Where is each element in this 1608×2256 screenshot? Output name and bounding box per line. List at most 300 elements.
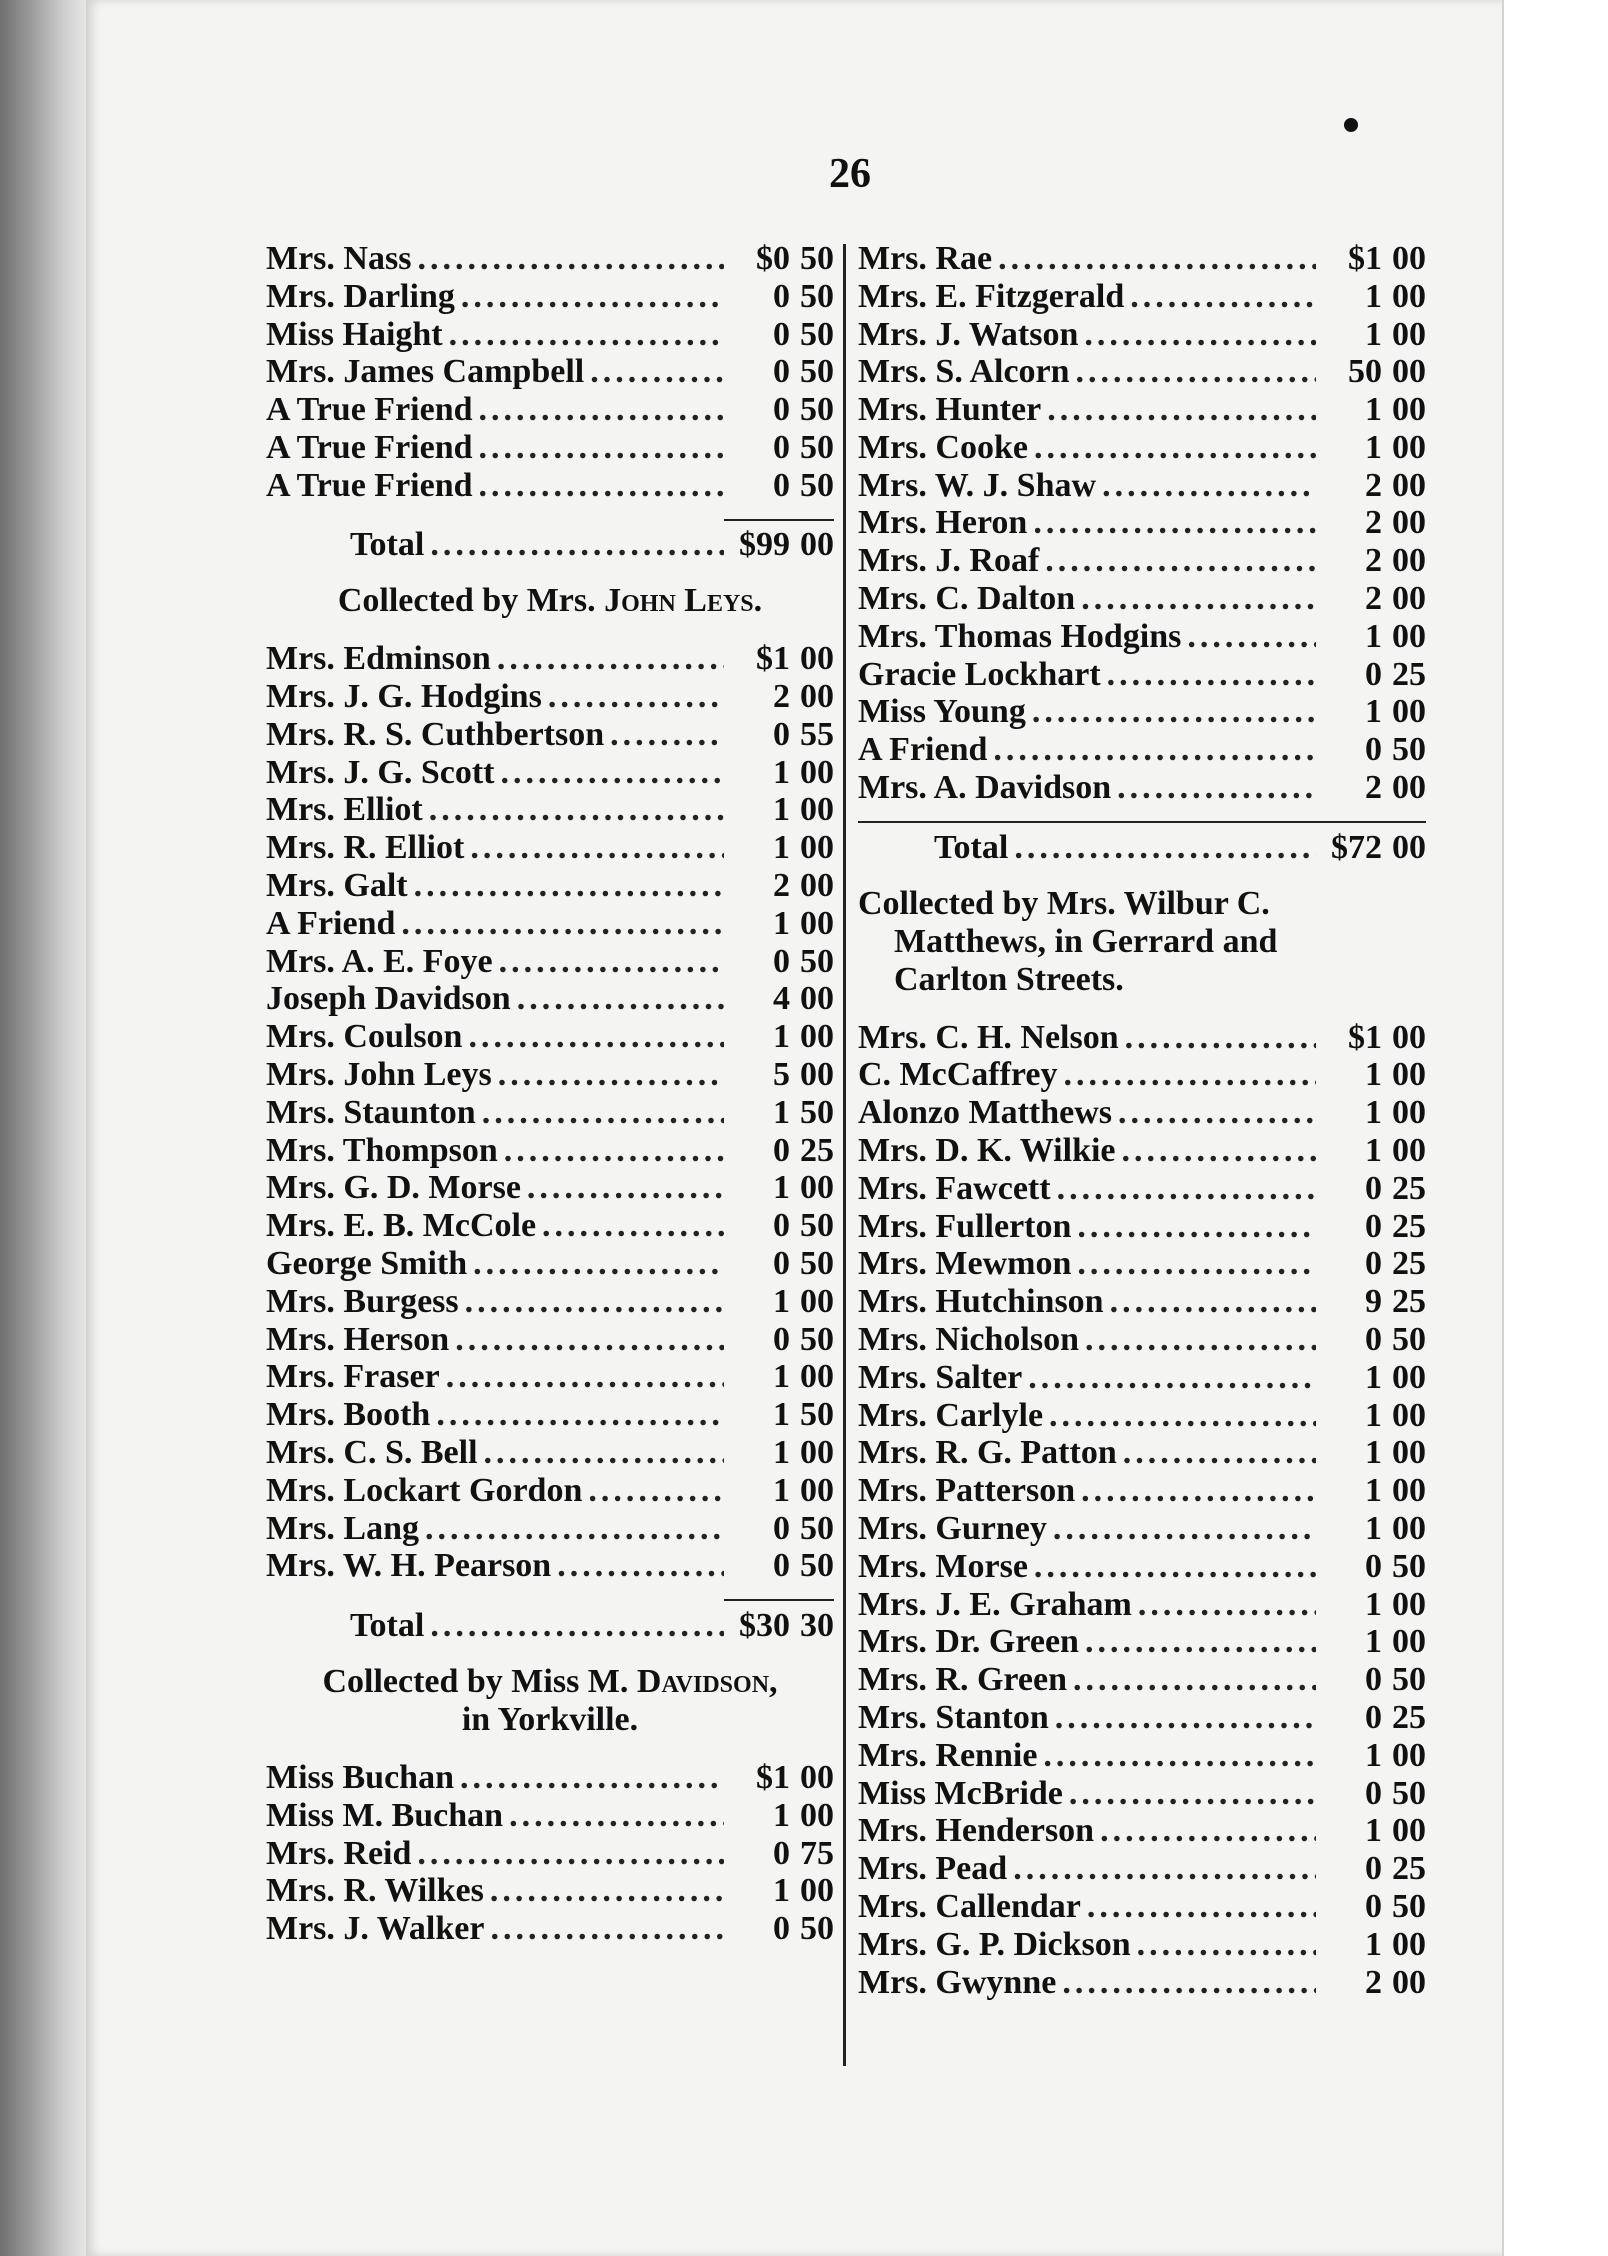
leader-dots xyxy=(509,1797,724,1835)
amount-cents: 00 xyxy=(800,1169,834,1207)
left-column xyxy=(266,240,834,1948)
amount-cents: 00 xyxy=(1392,277,1426,315)
amount-cents: 00 xyxy=(1392,1018,1426,1056)
amount xyxy=(730,1910,834,1948)
leader-dots xyxy=(429,791,724,829)
amount-dollars: 1 xyxy=(773,1471,790,1509)
leader-dots xyxy=(484,1434,724,1472)
ledger-row xyxy=(858,1246,1426,1284)
donor-name: Mrs. John Leys xyxy=(266,1056,492,1094)
right-entries-a xyxy=(858,240,1426,807)
donor-name: A Friend xyxy=(858,731,988,769)
ledger-row xyxy=(858,1283,1426,1321)
amount-cents: 00 xyxy=(1392,1358,1426,1396)
total-label: Total xyxy=(934,828,1009,866)
amount xyxy=(1322,1888,1426,1926)
amount-cents: 00 xyxy=(1392,617,1426,655)
donor-name: Mrs. W. H. Pearson xyxy=(266,1547,552,1585)
amount-dollars: 4 xyxy=(773,980,790,1018)
amount xyxy=(1322,1775,1426,1813)
amount-cents: 25 xyxy=(1392,655,1426,693)
amount xyxy=(730,1396,834,1434)
donor-name: Mrs. Gurney xyxy=(858,1510,1047,1548)
amount-cents: 00 xyxy=(800,980,834,1018)
amount-cents: 50 xyxy=(1392,1887,1426,1925)
amount xyxy=(730,1056,834,1094)
left-heading-b: Collected by Mrs. John Leys. xyxy=(337,582,763,620)
amount-cents: 00 xyxy=(1392,580,1426,618)
leader-dots xyxy=(1033,504,1316,542)
amount-dollars: 1 xyxy=(773,1796,790,1834)
amount-dollars: 2 xyxy=(1365,769,1382,807)
right-total-a xyxy=(858,829,1426,867)
donor-name: Mrs. Darling xyxy=(266,277,455,315)
ledger-row xyxy=(858,1661,1426,1699)
left-entries-a xyxy=(266,240,834,505)
donor-name: Mrs. James Campbell xyxy=(266,353,585,391)
amount-dollars: 1 xyxy=(1365,1925,1382,1963)
amount-cents: 25 xyxy=(1392,1207,1426,1245)
ledger-row xyxy=(858,278,1426,316)
amount xyxy=(1322,353,1426,391)
leader-dots xyxy=(455,1321,724,1359)
amount-cents: 50 xyxy=(1392,1547,1426,1585)
amount-cents: 00 xyxy=(800,753,834,791)
donor-name: Mrs. Fraser xyxy=(266,1358,440,1396)
amount xyxy=(1322,1132,1426,1170)
amount-dollars: 0 xyxy=(1365,1207,1382,1245)
amount-dollars: 5 xyxy=(773,1056,790,1094)
amount-dollars: 1 xyxy=(1365,1434,1382,1472)
amount-cents: 50 xyxy=(800,353,834,391)
ledger-row xyxy=(266,1321,834,1359)
ledger-row xyxy=(266,1872,834,1910)
amount-dollars: 2 xyxy=(1365,580,1382,618)
amount-dollars: 0 xyxy=(773,1131,790,1169)
amount-dollars: 0 xyxy=(1365,1887,1382,1925)
amount xyxy=(1322,1510,1426,1548)
amount-dollars: 1 xyxy=(1365,391,1382,429)
amount-dollars: 1 xyxy=(773,753,790,791)
amount-cents: 00 xyxy=(1392,353,1426,391)
donor-name: Mrs. Thompson xyxy=(266,1131,498,1169)
right-entries-b xyxy=(858,1019,1426,2002)
amount-cents: 00 xyxy=(1392,769,1426,807)
amount xyxy=(730,429,834,467)
ledger-row xyxy=(858,1737,1426,1775)
ledger-row xyxy=(858,1094,1426,1132)
amount-cents: 50 xyxy=(800,428,834,466)
leader-dots xyxy=(1085,1321,1316,1359)
amount xyxy=(1322,731,1426,769)
ledger-row xyxy=(266,1759,834,1797)
amount-dollars: 1 xyxy=(1365,1094,1382,1132)
ledger-row xyxy=(858,1170,1426,1208)
ledger-row xyxy=(266,240,834,278)
leader-dots xyxy=(588,1472,724,1510)
amount-dollars: 0 xyxy=(1365,1547,1382,1585)
amount-dollars: 1 xyxy=(1365,277,1382,315)
ledger-row xyxy=(266,640,834,678)
ledger-row xyxy=(858,1699,1426,1737)
leader-dots xyxy=(446,1358,724,1396)
total-cents: 00 xyxy=(1392,828,1426,866)
amount-dollars: 0 xyxy=(773,942,790,980)
leader-dots xyxy=(425,1510,724,1548)
amount-cents: 75 xyxy=(800,1834,834,1872)
leader-dots xyxy=(498,1056,724,1094)
donor-name: A True Friend xyxy=(266,391,473,429)
amount xyxy=(1322,769,1426,807)
donor-name: Mrs. Nicholson xyxy=(858,1321,1079,1359)
ledger-row xyxy=(266,1835,834,1873)
ledger-row xyxy=(858,580,1426,618)
amount-cents: 50 xyxy=(1392,1774,1426,1812)
ledger-row xyxy=(858,240,1426,278)
donor-name: Mrs. Galt xyxy=(266,867,408,905)
amount-dollars: 1 xyxy=(773,791,790,829)
amount xyxy=(1322,1472,1426,1510)
amount-dollars: 1 xyxy=(773,904,790,942)
ledger-row xyxy=(858,1850,1426,1888)
amount-cents: 00 xyxy=(1392,391,1426,429)
donor-name: Mrs. Fullerton xyxy=(858,1207,1072,1245)
left-entries-b xyxy=(266,640,834,1585)
leader-dots xyxy=(414,867,724,905)
amount xyxy=(1322,580,1426,618)
donor-name: Mrs. R. G. Patton xyxy=(858,1434,1117,1472)
donor-name: Mrs. Herson xyxy=(266,1320,450,1358)
donor-name: Mrs. S. Alcorn xyxy=(858,353,1070,391)
ledger-row xyxy=(266,429,834,467)
amount-cents: 00 xyxy=(800,791,834,829)
ledger-row xyxy=(266,678,834,716)
amount-dollars: 1 xyxy=(1365,428,1382,466)
left-entries-c xyxy=(266,1759,834,1948)
amount-cents: 50 xyxy=(800,1396,834,1434)
donor-name: Miss Haight xyxy=(266,315,443,353)
amount-cents: 50 xyxy=(1392,1321,1426,1359)
amount-cents: 00 xyxy=(800,1872,834,1910)
left-total-b-rule xyxy=(724,1599,834,1601)
donor-name: Mrs. Fawcett xyxy=(858,1169,1051,1207)
leader-dots xyxy=(1032,693,1316,731)
leader-dots xyxy=(1055,1699,1316,1737)
amount-cents: 50 xyxy=(800,1509,834,1547)
donor-name: A True Friend xyxy=(266,428,473,466)
amount-dollars: 0 xyxy=(1365,1321,1382,1359)
donor-name: Miss Buchan xyxy=(266,1759,454,1796)
leader-dots xyxy=(1110,1283,1316,1321)
ledger-row xyxy=(858,1775,1426,1813)
ledger-row xyxy=(266,1018,834,1056)
amount-dollars: 0 xyxy=(1365,731,1382,769)
amount xyxy=(730,1547,834,1585)
amount-dollars: 1 xyxy=(773,1434,790,1472)
amount xyxy=(1322,1019,1426,1057)
amount-dollars: 1 xyxy=(1365,1736,1382,1774)
ledger-row xyxy=(266,943,834,981)
leader-dots xyxy=(542,1207,724,1245)
amount-cents: 00 xyxy=(800,640,834,678)
donor-name: Mrs. J. Roaf xyxy=(858,542,1040,580)
amount xyxy=(730,943,834,981)
leader-dots xyxy=(993,731,1316,769)
ledger-row xyxy=(858,316,1426,354)
ledger-row xyxy=(858,1435,1426,1473)
ledger-row xyxy=(858,618,1426,656)
amount-dollars: 0 xyxy=(773,466,790,504)
ledger-row xyxy=(266,1056,834,1094)
ledger-row xyxy=(858,1624,1426,1662)
leader-dots xyxy=(1130,278,1316,316)
donor-name: Mrs. A. Davidson xyxy=(858,769,1112,807)
right-heading-b: Collected by Mrs. Wilbur C. Matthews, in Gerrard and Carlton Streets. xyxy=(858,884,1278,998)
leader-dots xyxy=(461,278,724,316)
donor-name: Mrs. Henderson xyxy=(858,1812,1095,1850)
donor-name: Mrs. W. J. Shaw xyxy=(858,466,1097,504)
donor-name: A Friend xyxy=(266,904,396,942)
amount-dollars: 0 xyxy=(1365,1850,1382,1888)
donor-name: Mrs. J. E. Graham xyxy=(858,1585,1132,1623)
amount-dollars: 1 xyxy=(1365,1132,1382,1170)
ledger-row xyxy=(266,278,834,316)
left-heading-c: Collected by Miss M. Davidson, in Yorkville. xyxy=(322,1663,778,1739)
leader-dots xyxy=(1107,656,1316,694)
ledger-row xyxy=(266,1170,834,1208)
amount-cents: 50 xyxy=(800,1245,834,1283)
amount-cents: 50 xyxy=(800,1207,834,1245)
leader-dots xyxy=(436,1396,724,1434)
amount-cents: 25 xyxy=(1392,1699,1426,1736)
leader-dots xyxy=(417,240,724,278)
donor-name: Mrs. Coulson xyxy=(266,1018,463,1056)
amount xyxy=(1322,1094,1426,1132)
amount-cents: 00 xyxy=(800,1358,834,1396)
amount-cents: 00 xyxy=(800,1282,834,1320)
leader-dots xyxy=(460,1759,724,1797)
amount-dollars: 0 xyxy=(773,1245,790,1283)
amount xyxy=(730,640,834,678)
ledger-row xyxy=(858,1397,1426,1435)
donor-name: Mrs. Edminson xyxy=(266,640,491,678)
leader-dots xyxy=(1138,1586,1316,1624)
leader-dots xyxy=(417,1835,724,1873)
leader-dots xyxy=(470,829,724,867)
donor-name: Mrs. Booth xyxy=(266,1396,431,1434)
ledger-row xyxy=(858,1019,1426,1057)
amount-dollars: 50 xyxy=(1348,353,1382,391)
ledger-row xyxy=(266,1472,834,1510)
amount xyxy=(1322,1434,1426,1472)
donor-name: Mrs. J. G. Hodgins xyxy=(266,678,542,716)
amount-cents: 25 xyxy=(1392,1283,1426,1321)
amount xyxy=(730,1321,834,1359)
ledger-row xyxy=(266,981,834,1019)
total-cents: 00 xyxy=(800,526,834,564)
amount-cents: 50 xyxy=(800,1547,834,1585)
ledger-row xyxy=(858,505,1426,543)
donor-name: Mrs. G. P. Dickson xyxy=(858,1925,1131,1963)
amount-dollars: 0 xyxy=(773,1320,790,1358)
donor-name: Mrs. C. Dalton xyxy=(858,580,1076,618)
amount xyxy=(1322,429,1426,467)
amount-dollars: 1 xyxy=(1365,1358,1382,1396)
amount-dollars: 1 xyxy=(773,1872,790,1910)
donor-name: Miss Young xyxy=(858,693,1026,731)
donor-name: Mrs. C. S. Bell xyxy=(266,1434,478,1472)
amount-dollars: 1 xyxy=(773,1018,790,1056)
amount-cents: 50 xyxy=(800,1910,834,1948)
amount-cents: 25 xyxy=(800,1131,834,1169)
ledger-row xyxy=(858,1548,1426,1586)
amount-dollars: 1 xyxy=(1365,1585,1382,1623)
amount xyxy=(730,467,834,505)
amount xyxy=(1322,1170,1426,1208)
total-label: Total xyxy=(350,1607,425,1645)
ledger-row xyxy=(266,1434,834,1472)
amount-cents: 00 xyxy=(800,867,834,905)
leader-dots xyxy=(1077,1245,1316,1283)
amount-dollars: 0 xyxy=(1365,1699,1382,1736)
amount xyxy=(1322,1964,1426,2002)
amount-cents: 00 xyxy=(800,678,834,716)
amount-cents: 00 xyxy=(1392,1812,1426,1850)
amount-cents: 25 xyxy=(1392,1169,1426,1207)
ledger-row xyxy=(858,1132,1426,1170)
donor-name: Mrs. Cooke xyxy=(858,428,1028,466)
donor-name: Mrs. Thomas Hodgins xyxy=(858,617,1182,655)
leader-dots xyxy=(1077,1208,1316,1246)
donor-name: Mrs. C. H. Nelson xyxy=(858,1018,1119,1056)
donor-name: Mrs. Mewmon xyxy=(858,1245,1072,1283)
amount xyxy=(1322,1548,1426,1586)
amount-dollars: 1 xyxy=(1365,315,1382,353)
donor-name: Alonzo Matthews xyxy=(858,1094,1113,1132)
leader-dots xyxy=(1047,391,1316,429)
leader-dots xyxy=(465,1283,724,1321)
leader-dots xyxy=(1125,1019,1316,1057)
ledger-row xyxy=(266,1207,834,1245)
donor-name: Mrs. Morse xyxy=(858,1547,1028,1585)
amount xyxy=(730,754,834,792)
amount xyxy=(1322,656,1426,694)
amount-dollars: 1 xyxy=(1365,1510,1382,1548)
leader-dots xyxy=(610,716,724,754)
donor-name: Miss McBride xyxy=(858,1774,1063,1812)
ledger-row xyxy=(266,1396,834,1434)
amount-dollars: 1 xyxy=(773,829,790,867)
ledger-row xyxy=(266,1245,834,1283)
donor-name: Mrs. A. E. Foye xyxy=(266,942,493,980)
amount-cents: 00 xyxy=(800,1018,834,1056)
amount xyxy=(730,1510,834,1548)
ledger-row xyxy=(858,694,1426,732)
ledger-row xyxy=(858,769,1426,807)
amount-dollars: 0 xyxy=(773,277,790,315)
ledger-row xyxy=(858,1888,1426,1926)
amount-cents: 00 xyxy=(1392,315,1426,353)
left-total-a xyxy=(266,527,834,565)
amount-dollars: 2 xyxy=(1365,1963,1382,2001)
amount-dollars: 0 xyxy=(773,315,790,353)
right-column xyxy=(858,240,1426,2001)
ledger-row xyxy=(266,1797,834,1835)
amount-cents: 25 xyxy=(1392,1245,1426,1283)
donor-name: Mrs. Patterson xyxy=(858,1472,1076,1510)
donor-name: Gracie Lockhart xyxy=(858,655,1101,693)
donor-name: Mrs. D. K. Wilkie xyxy=(858,1132,1116,1170)
amount-dollars: 0 xyxy=(773,428,790,466)
amount-cents: 55 xyxy=(800,715,834,753)
ledger-row xyxy=(858,1321,1426,1359)
leader-dots xyxy=(490,1910,724,1948)
amount-cents: 00 xyxy=(1392,1585,1426,1623)
leader-dots xyxy=(473,1245,724,1283)
amount-cents: 50 xyxy=(800,239,834,277)
leader-dots xyxy=(998,240,1316,278)
leader-dots xyxy=(1187,618,1316,656)
leader-dots xyxy=(449,316,724,354)
amount xyxy=(1322,1056,1426,1094)
amount-dollars: 2 xyxy=(773,867,790,905)
amount-cents: 50 xyxy=(800,942,834,980)
ledger-row xyxy=(858,1964,1426,2002)
amount-dollars: 1 xyxy=(773,1093,790,1131)
ledger-row xyxy=(266,1510,834,1548)
amount xyxy=(1322,1623,1426,1661)
leader-dots xyxy=(1073,1661,1316,1699)
amount xyxy=(1322,1850,1426,1888)
leader-dots xyxy=(1118,1094,1316,1132)
amount-cents: 00 xyxy=(800,829,834,867)
donor-name: Mrs. Callendar xyxy=(858,1887,1081,1925)
ledger-row xyxy=(858,1812,1426,1850)
leader-dots xyxy=(1081,1472,1316,1510)
leader-dots xyxy=(1100,1812,1316,1850)
leader-dots xyxy=(1043,1737,1316,1775)
amount-dollars: 1 xyxy=(773,1358,790,1396)
amount-cents: 50 xyxy=(800,1093,834,1131)
donor-name: Mrs. Elliot xyxy=(266,791,423,829)
amount-dollars: $0 xyxy=(756,239,790,277)
amount xyxy=(1322,467,1426,505)
amount xyxy=(1322,1812,1426,1850)
amount xyxy=(730,1169,834,1207)
leader-dots xyxy=(479,391,724,429)
leader-dots xyxy=(479,467,724,505)
amount-dollars: 0 xyxy=(773,1509,790,1547)
amount-dollars: 1 xyxy=(773,1396,790,1434)
ledger-row xyxy=(266,1359,834,1397)
leader-dots xyxy=(1069,1775,1316,1813)
ledger-row xyxy=(266,1094,834,1132)
amount-cents: 50 xyxy=(800,391,834,429)
donor-name: Mrs. R. S. Cuthbertson xyxy=(266,715,605,753)
amount xyxy=(730,1434,834,1472)
donor-name: Mrs. Stanton xyxy=(858,1699,1049,1736)
donor-name: Mrs. Lang xyxy=(266,1509,419,1547)
amount xyxy=(1322,693,1426,731)
total-label: Total xyxy=(350,526,425,564)
leader-dots xyxy=(1102,467,1316,505)
amount-cents: 00 xyxy=(1392,1132,1426,1170)
amount xyxy=(730,905,834,943)
amount-cents: 00 xyxy=(800,1796,834,1834)
donor-name: Mrs. Rennie xyxy=(858,1736,1038,1774)
ledger-row xyxy=(266,1283,834,1321)
ink-dot xyxy=(1344,118,1358,132)
